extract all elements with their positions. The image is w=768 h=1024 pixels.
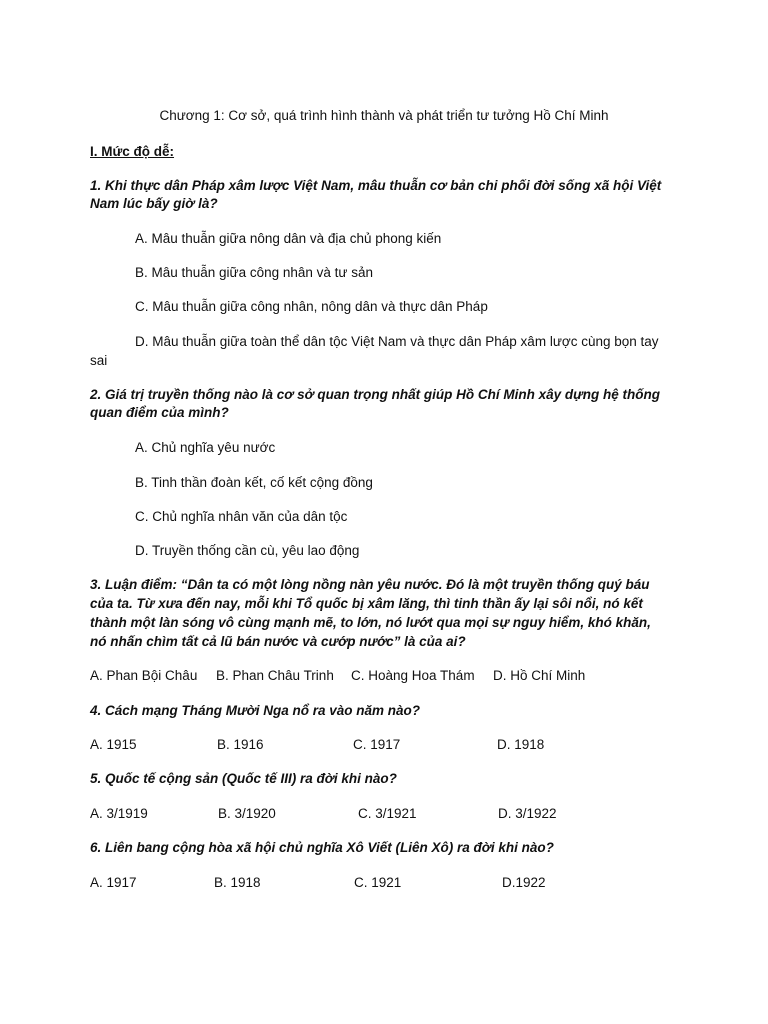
- question-3-option-b: B. Phan Châu Trinh: [216, 668, 334, 683]
- question-3-line-1: 3. Luận điểm: “Dân ta có một lòng nồng nàn yêu nước. Đó là một truyền thống quý báu: [90, 577, 650, 592]
- question-3-line-2: của ta. Từ xưa đến nay, mỗi khi Tổ quốc bị xâm lăng, thì tinh thần ấy lại sôi nổi, nó kết: [90, 596, 643, 611]
- question-2-line-2: quan điểm của mình?: [90, 405, 229, 420]
- question-4-option-c: C. 1917: [353, 737, 401, 752]
- question-1-line-2: Nam lúc bấy giờ là?: [90, 196, 218, 211]
- question-3-line-4: nó nhấn chìm tất cả lũ bán nước và cướp nước” là của ai?: [90, 634, 466, 649]
- question-6-option-c: C. 1921: [354, 875, 402, 890]
- question-6-option-a: A. 1917: [90, 875, 137, 890]
- question-1-line-1: 1. Khi thực dân Pháp xâm lược Việt Nam, mâu thuẫn cơ bản chi phối đời sống xã hội Việt: [90, 178, 662, 193]
- question-1-option-d: D. Mâu thuẫn giữa toàn thể dân tộc Việt Nam và thực dân Pháp xâm lược cùng bọn tay: [135, 334, 659, 349]
- question-1-option-c: C. Mâu thuẫn giữa công nhân, nông dân và thực dân Pháp: [135, 299, 488, 314]
- question-3-option-d: D. Hồ Chí Minh: [493, 668, 586, 683]
- question-3-option-a: A. Phan Bội Châu: [90, 668, 198, 683]
- question-1-option-b: B. Mâu thuẫn giữa công nhân và tư sản: [135, 265, 373, 280]
- question-4-option-b: B. 1916: [217, 737, 264, 752]
- question-4-option-d: D. 1918: [497, 737, 545, 752]
- question-3-option-c: C. Hoàng Hoa Thám: [351, 668, 475, 683]
- question-2-option-a: A. Chủ nghĩa yêu nước: [135, 440, 276, 455]
- question-5-option-a: A. 3/1919: [90, 806, 148, 821]
- question-5-option-d: D. 3/1922: [498, 806, 557, 821]
- question-4-option-a: A. 1915: [90, 737, 137, 752]
- question-2-option-c: C. Chủ nghĩa nhân văn của dân tộc: [135, 509, 348, 524]
- question-2-line-1: 2. Giá trị truyền thống nào là cơ sở quan trọng nhất giúp Hồ Chí Minh xây dựng hệ thống: [90, 387, 661, 402]
- question-1-option-a: A. Mâu thuẫn giữa nông dân và địa chủ phong kiến: [135, 231, 442, 246]
- question-6: 6. Liên bang cộng hòa xã hội chủ nghĩa Xô Viết (Liên Xô) ra đời khi nào?: [90, 840, 554, 855]
- question-4: 4. Cách mạng Tháng Mười Nga nổ ra vào năm nào?: [90, 703, 420, 718]
- question-5: 5. Quốc tế cộng sản (Quốc tế III) ra đời khi nào?: [90, 771, 397, 786]
- question-2-option-d: D. Truyền thống cần cù, yêu lao động: [135, 543, 360, 558]
- section-heading: I. Mức độ dễ:: [90, 144, 175, 159]
- question-2-option-b: B. Tinh thần đoàn kết, cố kết cộng đồng: [135, 475, 373, 490]
- question-6-option-d: D.1922: [502, 875, 546, 890]
- question-6-option-b: B. 1918: [214, 875, 261, 890]
- document-title: Chương 1: Cơ sở, quá trình hình thành và phát triển tư tưởng Hồ Chí Minh: [159, 108, 609, 123]
- question-3-line-3: thành một làn sóng vô cùng mạnh mẽ, to lớn, nó lướt qua mọi sự nguy hiểm, khó khăn,: [90, 615, 651, 630]
- question-1-option-d-continued: sai: [90, 353, 108, 368]
- question-5-option-c: C. 3/1921: [358, 806, 417, 821]
- question-5-option-b: B. 3/1920: [218, 806, 276, 821]
